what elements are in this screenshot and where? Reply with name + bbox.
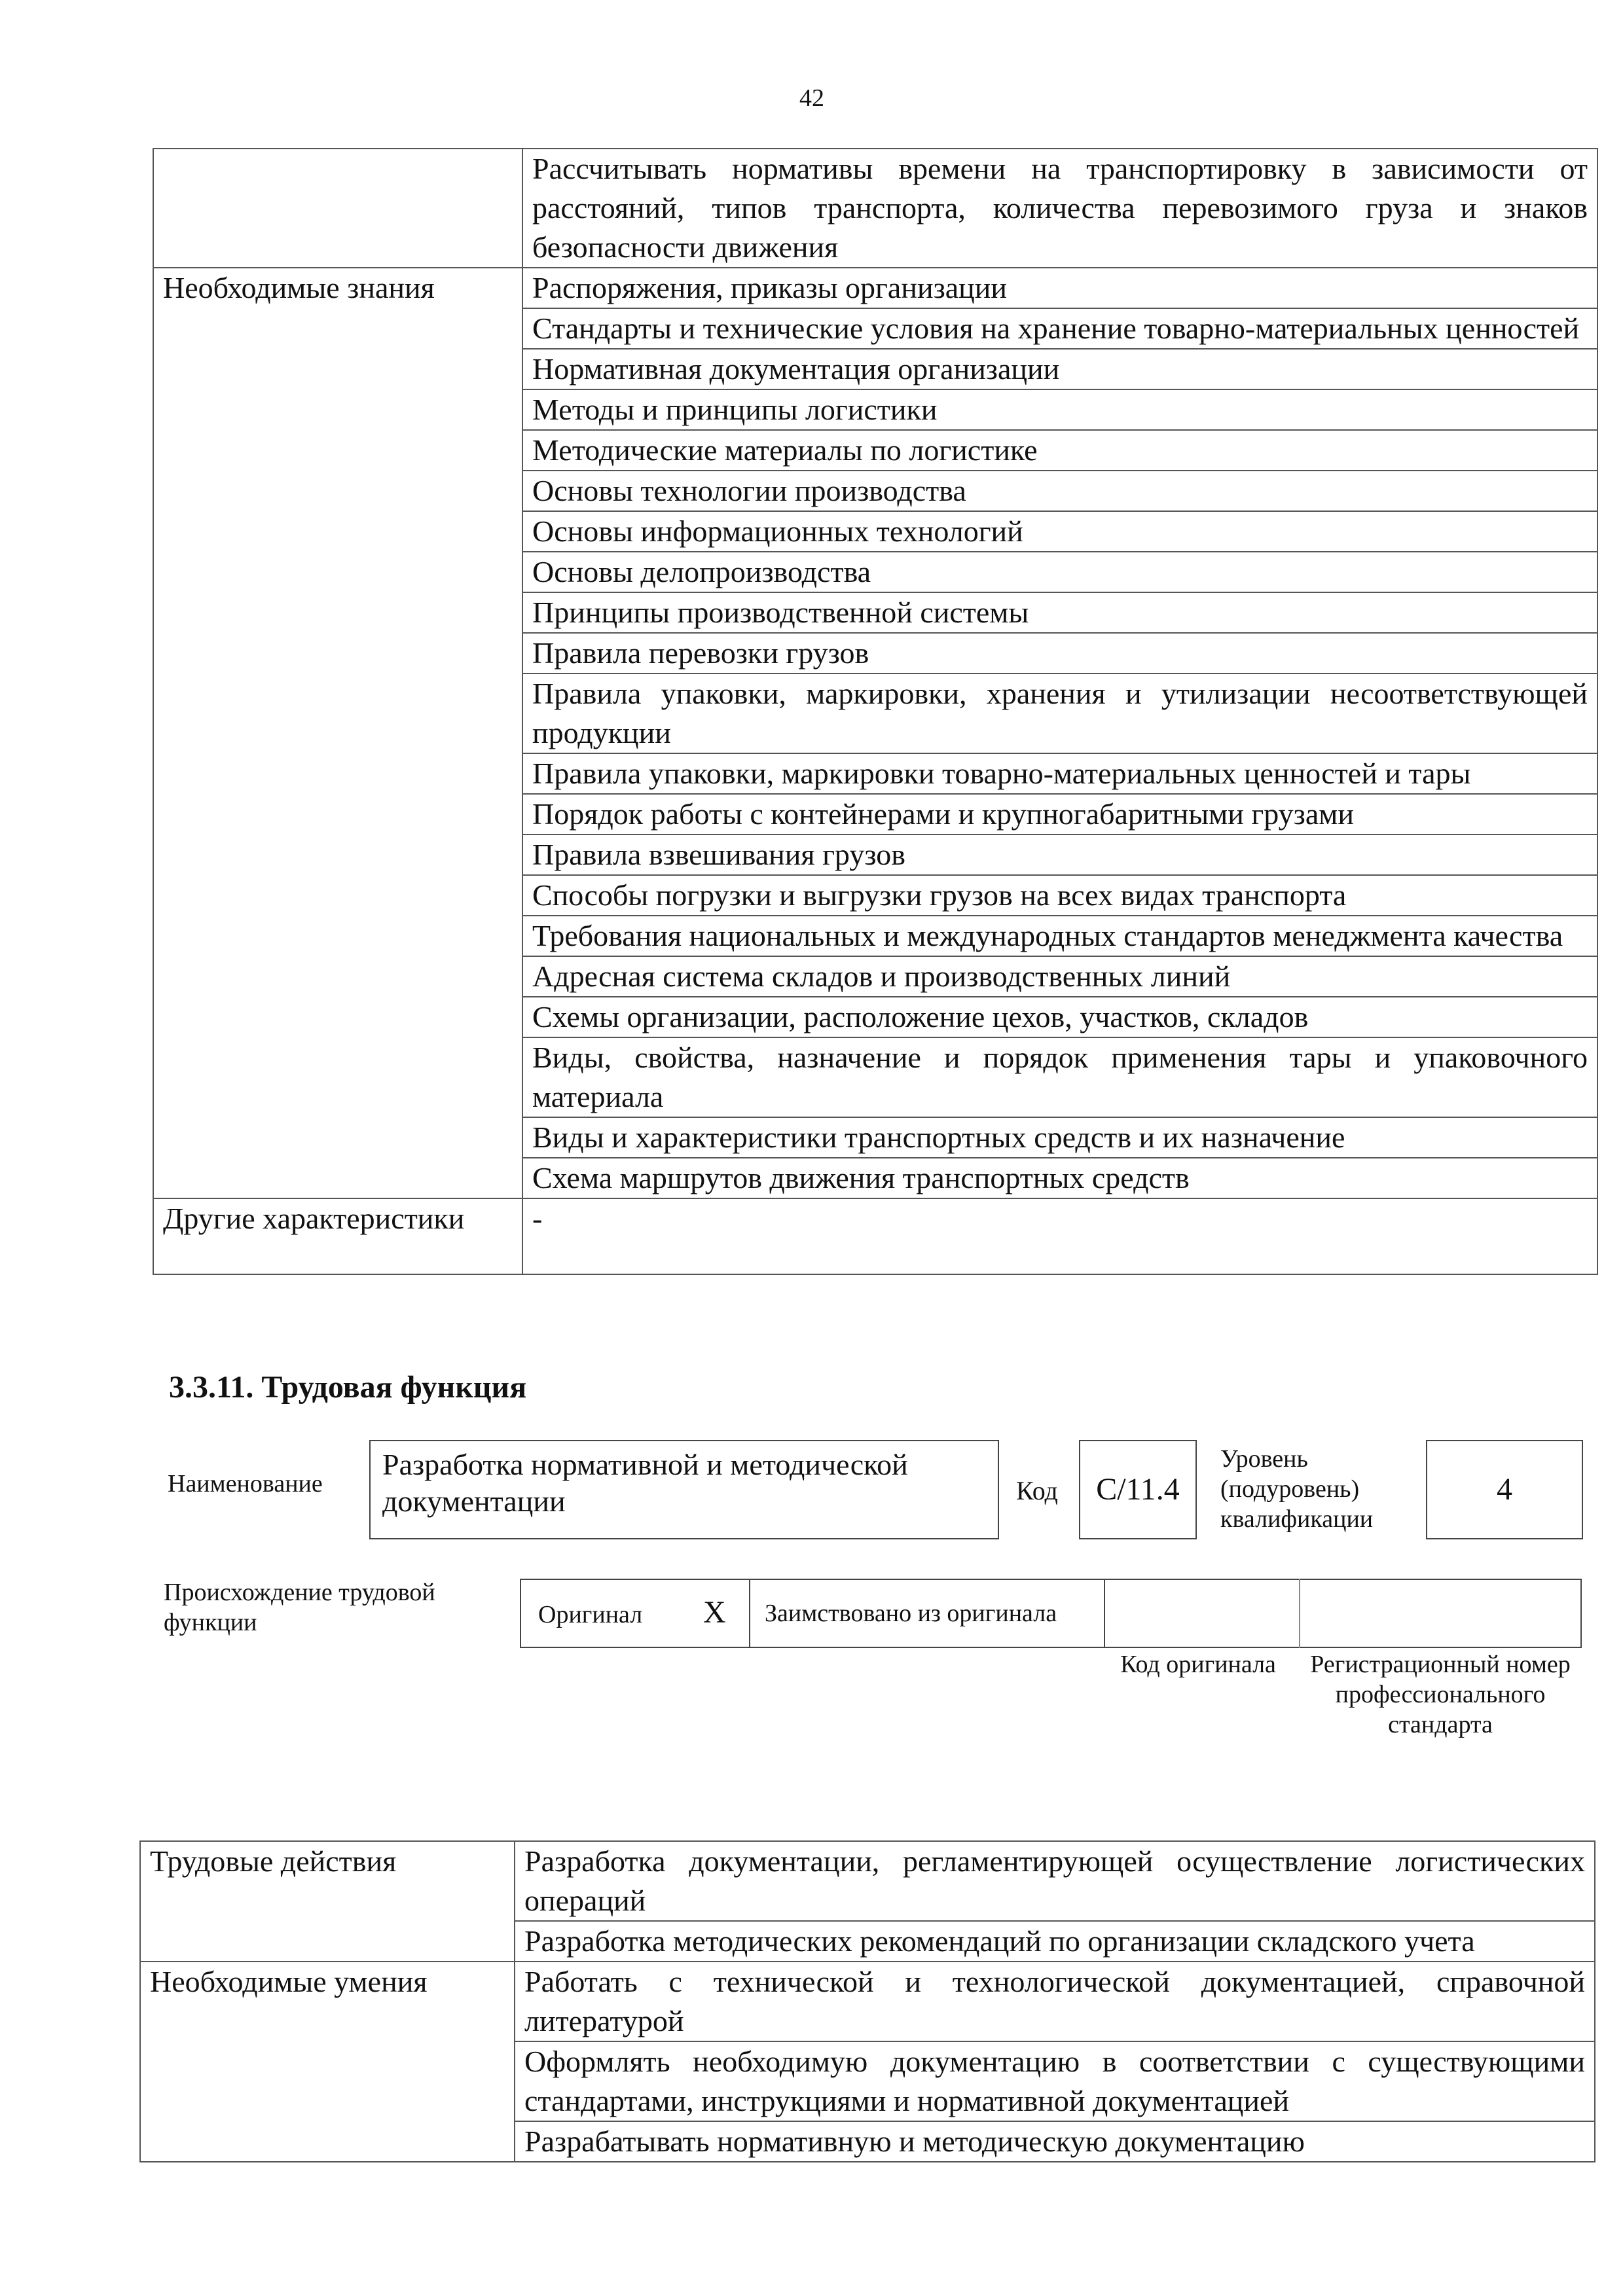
other-label: Другие характеристики [153,1198,522,1274]
code-value: C/11.4 [1096,1472,1180,1507]
knowledge-item: Виды и характеристики транспортных средств и их назначение [522,1117,1597,1158]
knowledge-label: Необходимые знания [153,268,522,308]
skill-row: Рассчитывать нормативы времени на транспортировку в зависимости от расстояний, типов транспорта, количества перевозимого груза и знаков безопасности движения [522,149,1597,268]
knowledge-item: Методические материалы по логистике [522,430,1597,471]
knowledge-item: Основы технологии производства [522,471,1597,511]
original-mark: X [703,1595,726,1630]
level-label: Уровень (подуровень) квалификации [1220,1445,1374,1533]
knowledge-item: Схема маршрутов движения транспортных средств [522,1158,1597,1198]
knowledge-item: Распоряжения, приказы организации [522,268,1597,308]
other-value: - [522,1198,1597,1274]
skill-item: Оформлять необходимую документацию в соответствии с существующими стандартами, инструкциями и нормативной документацией [515,2041,1595,2121]
reg-number-caption: Регистрационный номер профессионального стандарта [1310,1651,1571,1738]
knowledge-item: Требования национальных и международных стандартов менеджмента качества [522,916,1597,956]
level-value-box [1426,1440,1583,1539]
knowledge-item: Правила упаковки, маркировки товарно-материальных ценностей и тары [522,753,1597,794]
divider [1299,1579,1300,1648]
knowledge-item: Схемы организации, расположение цехов, участков, складов [522,997,1597,1037]
knowledge-item: Принципы производственной системы [522,592,1597,633]
knowledge-item: Виды, свойства, назначение и порядок применения тары и упаковочного материала [522,1037,1597,1117]
knowledge-table [153,148,1598,1275]
origin-label: Происхождение трудовой функции [164,1579,435,1636]
borrowed-label: Заимствовано из оригинала [765,1600,1057,1627]
action-item: Разработка методических рекомендаций по организации складского учета [515,1921,1595,1962]
skill-item: Работать с технической и технологической документацией, справочной литературой [515,1962,1595,2041]
knowledge-item: Стандарты и технические условия на хранение товарно-материальных ценностей [522,308,1597,349]
knowledge-item: Правила упаковки, маркировки, хранения и утилизации несоответствующей продукции [522,673,1597,753]
name-value-box [369,1440,999,1539]
knowledge-item: Правила перевозки грузов [522,633,1597,673]
code-value-box [1079,1440,1197,1539]
actions-table [139,1840,1596,2162]
knowledge-item: Адресная система складов и производственных линий [522,956,1597,997]
empty-label-cell [153,149,522,268]
knowledge-item: Методы и принципы логистики [522,389,1597,430]
knowledge-item: Правила взвешивания грузов [522,834,1597,875]
section-heading: 3.3.11. Трудовая функция [169,1370,527,1405]
code-label: Код [1016,1476,1058,1505]
original-cell [520,1579,750,1648]
actions-label: Трудовые действия [140,1841,515,1921]
divider [1104,1579,1105,1648]
knowledge-item: Способы погрузки и выгрузки грузов на всех видах транспорта [522,875,1597,916]
name-value: Разработка нормативной и методической документации [382,1448,908,1518]
level-value: 4 [1497,1472,1512,1507]
page-number: 42 [799,84,824,112]
original-label: Оригинал [538,1601,643,1628]
knowledge-item: Основы делопроизводства [522,552,1597,592]
knowledge-item: Порядок работы с контейнерами и крупногабаритными грузами [522,794,1597,834]
name-label: Наименование [168,1470,323,1498]
skills-label: Необходимые умения [140,1962,515,2041]
knowledge-item: Нормативная документация организации [522,349,1597,389]
skill-item: Разрабатывать нормативную и методическую документацию [515,2121,1595,2162]
knowledge-item: Основы информационных технологий [522,511,1597,552]
action-item: Разработка документации, регламентирующей осуществление логистических операций [515,1841,1595,1921]
code-original-caption: Код оригинала [1120,1651,1276,1678]
